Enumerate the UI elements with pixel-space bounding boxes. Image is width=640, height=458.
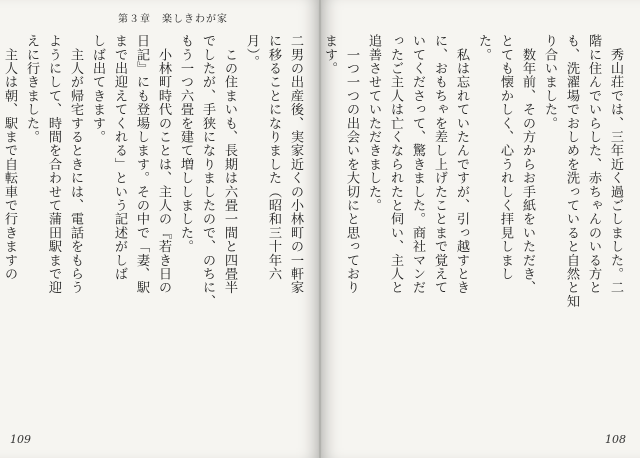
text-line: いてくださって、驚きました。商社マンだ: [410, 34, 425, 295]
text-line: 主人が帰宅するときには、電話をもらう: [68, 34, 83, 295]
book-gutter: [318, 0, 322, 458]
text-line: 日記』にも登場します。その中で「妻、駅: [134, 34, 149, 295]
right-page-number: 108: [605, 433, 626, 446]
left-page-text: [0, 34, 306, 414]
text-line: 階に住んでいらした、赤ちゃんのいる方と: [586, 34, 601, 295]
text-line: もう一つ六畳を建て増ししました。: [178, 34, 193, 254]
text-line: も、洗濯場でおしめを洗っていると自然と知: [564, 34, 579, 308]
text-line: 数年前、その方からお手紙をいただき、: [520, 34, 535, 295]
text-line: でしたが、手狭になりましたので、のちに、: [200, 34, 215, 308]
text-line: 二男の出産後、実家近くの小林町の一軒家: [288, 34, 303, 295]
text-line: この住まいも、長期は六畳一間と四畳半: [222, 34, 237, 295]
text-line: 私は忘れていたんですが、引っ越すとき: [454, 34, 469, 295]
text-line: とても懐かしく、心うれしく拝見しまし: [498, 34, 513, 281]
text-line: ったご主人は亡くなられたと伺い、主人と: [388, 34, 403, 295]
left-page-number: 109: [10, 433, 31, 446]
text-line: り合いました。: [542, 34, 557, 130]
text-line: えに行きました。: [24, 34, 39, 144]
text-line: ようにして、時間を合わせて蒲田駅まで迎: [46, 34, 61, 295]
text-line: 秀山荘では、三年近く過ごしました。二: [608, 34, 623, 295]
text-line: ます。: [322, 34, 337, 76]
text-line: 一つ一つの出会いを大切にと思っており: [344, 34, 359, 295]
text-line: まで出迎えてくれる」という記述がしば: [112, 34, 127, 281]
text-line: た。: [476, 34, 491, 62]
text-line: 追善させていただきました。: [366, 34, 381, 213]
right-page-text: [320, 34, 626, 414]
text-line: 小林町時代のことは、主人の『若き日の: [156, 34, 171, 295]
text-line: しば出てきます。: [90, 34, 105, 144]
text-line: 月）。: [244, 34, 259, 69]
text-line: に移ることになりました（昭和三十年六: [266, 34, 281, 281]
text-line: 主人は朝、駅まで自転車で行きますの: [2, 34, 17, 281]
text-line: に、おもちゃを差し上げたことまで覚えて: [432, 34, 447, 295]
chapter-header: 第３章 楽しきわが家: [118, 14, 228, 25]
right-page: [320, 0, 640, 458]
